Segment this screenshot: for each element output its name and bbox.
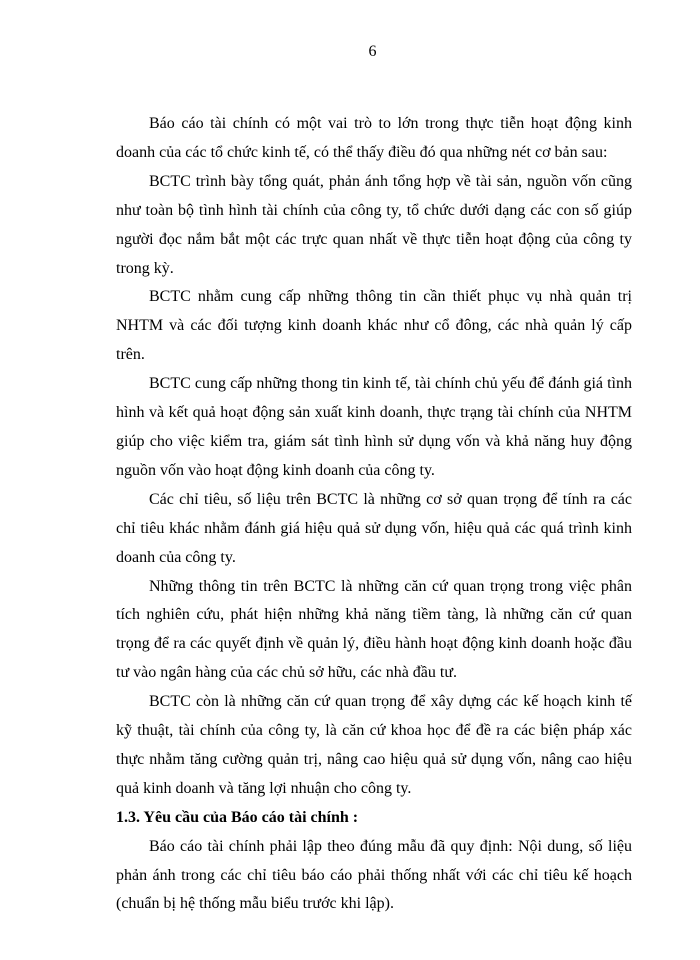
page-number: 6 [368, 43, 377, 60]
paragraph-analysis-basis: Những thông tin trên BCTC là những căn cứ quan trọng trong việc phân tích nghiên cứu, phát hiện những khả năng tiềm tàng, là những căn cứ quan trọng để ra các quyết định về quản lý, điều hành hoạt động kinh doanh hoặc đầu tư vào ngân hàng của các chủ sở hữu, các nhà đầu tư. [116, 577, 632, 682]
section-heading: 1.3. Yêu cầu của Báo cáo tài chính : [116, 808, 359, 826]
paragraph-requirements: Báo cáo tài chính phải lập theo đúng mẫu đã quy định: Nội dung, số liệu phản ánh trong các chỉ tiêu báo cáo phải thống nhất với các chỉ tiêu kế hoạch (chuẩn bị hệ thống mẫu biểu trước khi lập). [116, 837, 632, 913]
paragraph-planning-basis: BCTC còn là những căn cứ quan trọng để xây dựng các kế hoạch kinh tế kỹ thuật, tài chính của công ty, là căn cứ khoa học để đề ra các biện pháp xác thực nhằm tăng cường quản trị, nâng cao hiệu quả sử dụng vốn, nâng cao hiệu quả kinh doanh và tăng lợi nhuận cho công ty. [116, 693, 632, 797]
page-content [116, 110, 632, 919]
paragraph-information-for-managers: BCTC nhằm cung cấp những thông tin cần thiết phục vụ nhà quản trị NHTM và các đối tượng kinh doanh khác như cổ đông, các nhà quản lý cấp trên. [116, 288, 632, 364]
paragraph-indicators: Các chỉ tiêu, số liệu trên BCTC là những cơ sở quan trọng để tính ra các chỉ tiêu khác nhằm đánh giá hiệu quả sử dụng vốn, hiệu quả các quá trình kinh doanh của công ty. [116, 490, 632, 566]
paragraph-role-of-financial-statements: Báo cáo tài chính có một vai trò to lớn trong thực tiễn hoạt động kinh doanh của các tổ chức kinh tế, có thể thấy điều đó qua những nét cơ bản sau: [116, 115, 632, 161]
paragraph-economic-information: BCTC cung cấp những thong tin kinh tế, tài chính chủ yếu để đánh giá tình hình và kết quả hoạt động sản xuất kinh doanh, thực trạng tài chính của NHTM giúp cho việc kiểm tra, giám sát tình hình sử dụng vốn và khả năng huy động nguồn vốn vào hoạt động kinh doanh của công ty. [116, 375, 632, 479]
paragraph-overview: BCTC trình bày tổng quát, phản ánh tổng hợp về tài sản, nguồn vốn cũng như toàn bộ tình hình tài chính của công ty, tổ chức dưới dạng các con số giúp người đọc nắm bắt một các trực quan nhất về thực tiễn hoạt động của công ty trong kỳ. [116, 172, 632, 277]
